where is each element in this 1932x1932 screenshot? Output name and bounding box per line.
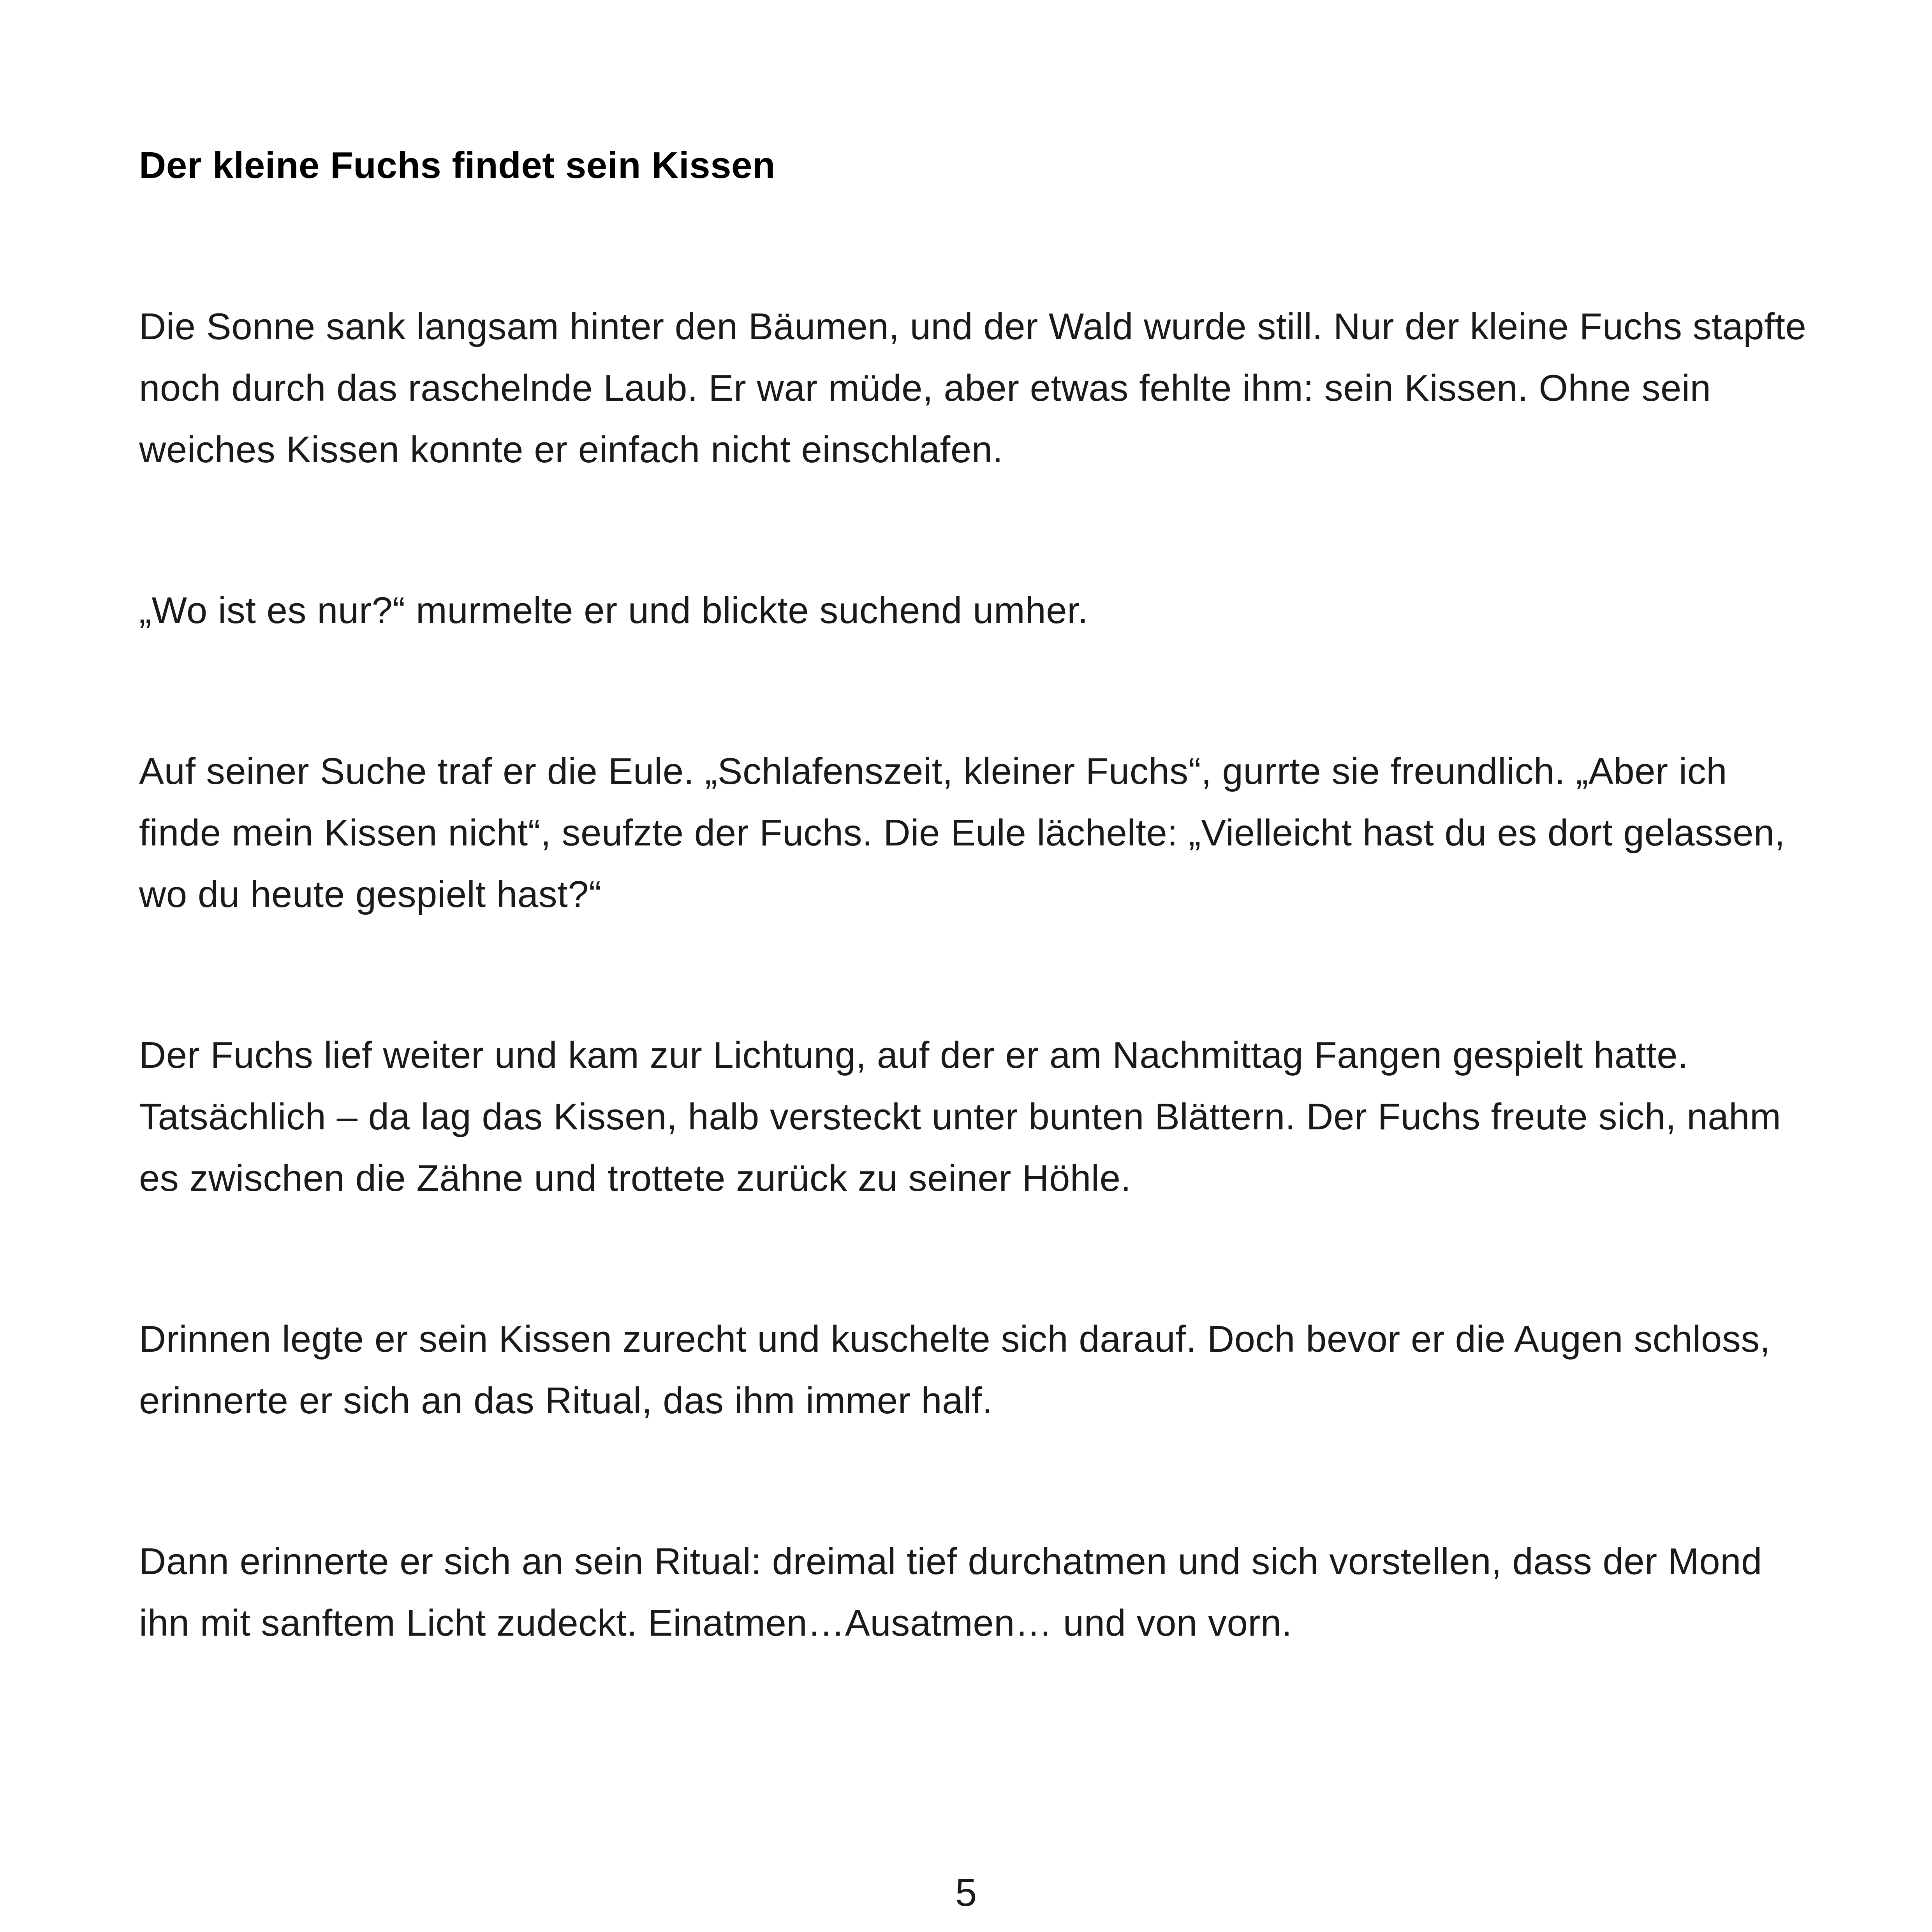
paragraph-5: Drinnen legte er sein Kissen zurecht und kuschelte sich darauf. Doch bevor er die Augen schloss, erinnerte er sich an das Ritual, das ihm immer half. bbox=[139, 1318, 1770, 1421]
spacer bbox=[139, 481, 1810, 580]
paragraph-1: Die Sonne sank langsam hinter den Bäumen, und der Wald wurde still. Nur der kleine Fuchs stapfte noch durch das raschelnde Laub. Er war müde, aber etwas fehlte ihm: sein Kissen. Ohne sein weiches Kissen konnte er einfach nicht einschlafen. bbox=[139, 306, 1807, 470]
paragraph-4: Der Fuchs lief weiter und kam zur Lichtung, auf der er am Nachmittag Fangen gespielt hatte. Tatsächlich – da lag das Kissen, halb versteckt unter bunten Blättern. Der Fuchs freute sich, nahm es zwischen die Zähne und trottete zurück zu seiner Höhle. bbox=[139, 1034, 1781, 1199]
spacer bbox=[139, 925, 1810, 1025]
spacer bbox=[139, 1432, 1810, 1531]
page-content bbox=[139, 132, 1810, 1654]
paragraph-6: Dann erinnerte er sich an sein Ritual: dreimal tief durchatmen und sich vorstellen, dass der Mond ihn mit sanftem Licht zudeckt. Einatmen…Ausatmen… und von vorn. bbox=[139, 1541, 1762, 1644]
paragraph-3: Auf seiner Suche traf er die Eule. „Schlafenszeit, kleiner Fuchs“, gurrte sie freundlich. „Aber ich finde mein Kissen nicht“, seufzte der Fuchs. Die Eule lächelte: „Vielleicht hast du es dort gelassen, wo du heute gespielt hast?“ bbox=[139, 750, 1785, 915]
story-title: Der kleine Fuchs findet sein Kissen bbox=[139, 144, 775, 186]
spacer bbox=[139, 641, 1810, 741]
page-number: 5 bbox=[955, 1871, 977, 1914]
spacer bbox=[139, 199, 1810, 296]
paragraph-2: „Wo ist es nur?“ murmelte er und blickte suchend umher. bbox=[139, 590, 1088, 631]
spacer bbox=[139, 1209, 1810, 1309]
